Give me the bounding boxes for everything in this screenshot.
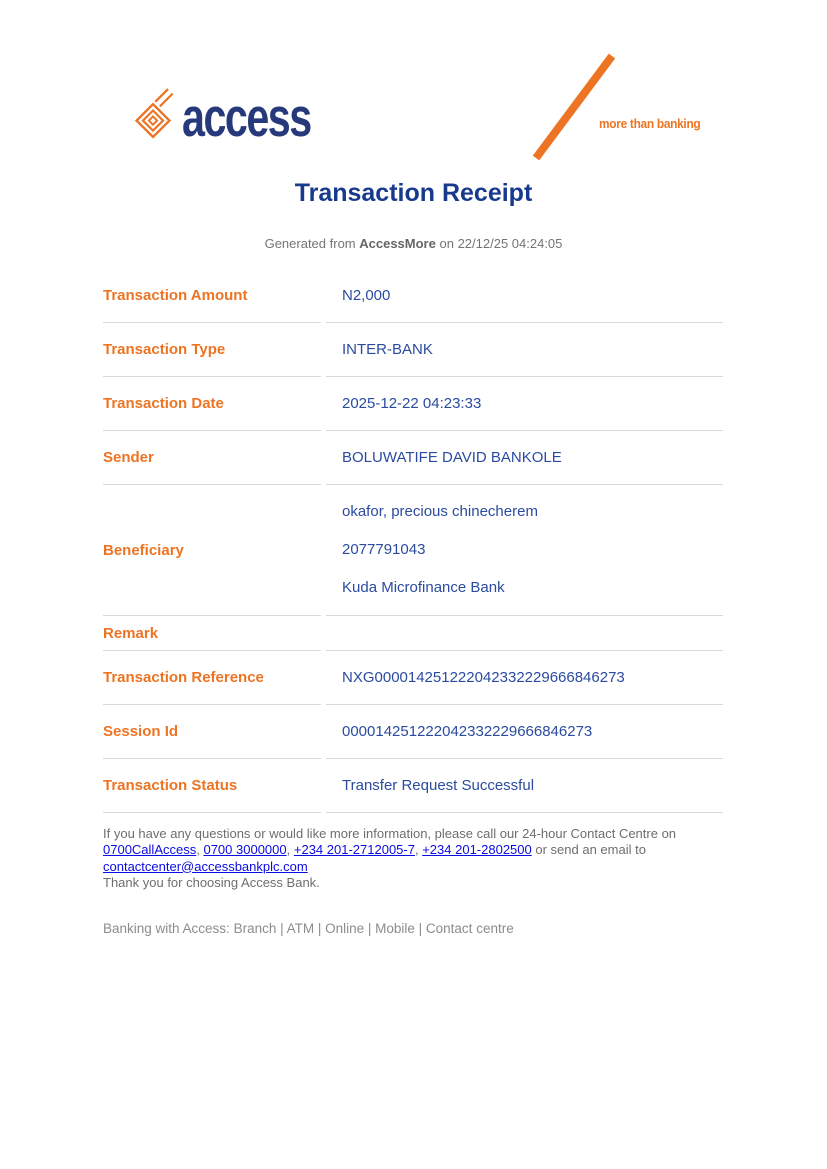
banking-line: Banking with Access: Branch | ATM | Online | Mobile | Contact centre [103,921,514,936]
table-row-status [103,759,723,813]
comma: , [196,842,200,858]
table-row-type [103,323,723,377]
row-value: N2,000 [326,269,723,323]
footer-email-prefix: or send an email to [535,842,646,858]
row-value: INTER-BANK [326,323,723,377]
link-email[interactable]: contactcenter@accessbankplc.com [103,858,308,874]
generated-line [0,236,827,251]
row-label: Session Id [103,705,321,759]
row-value: Transfer Request Successful [326,759,723,813]
link-phone-0700-3000000[interactable]: 0700 3000000 [203,842,287,858]
table-row-session [103,705,723,759]
row-label: Remark [103,616,321,651]
link-phone-2712005[interactable]: +234 201-2712005-7 [293,842,415,858]
slash-icon [528,52,618,164]
row-label: Transaction Amount [103,269,321,323]
comma: , [286,842,291,858]
row-value [326,485,723,616]
receipt-table [103,269,723,813]
row-label: Sender [103,431,321,485]
access-diamond-icon [132,87,174,145]
row-value: 000014251222042332229666846273 [326,705,723,759]
row-value: BOLUWATIFE DAVID BANKOLE [326,431,723,485]
table-row-remark [103,616,723,651]
beneficiary-name: okafor, precious chinecherem [342,503,538,520]
generated-middle: on [439,236,454,251]
table-row-sender [103,431,723,485]
table-row-reference [103,651,723,705]
row-value: NXG000014251222042332229666846273 [326,651,723,705]
table-row-date [103,377,723,431]
row-label: Transaction Type [103,323,321,377]
table-row-beneficiary [103,485,723,616]
access-wordmark: access [182,86,311,148]
access-logo [132,86,354,148]
link-0700callaccess[interactable]: 0700CallAccess [103,842,197,858]
beneficiary-account: 2077791043 [342,541,426,558]
generated-datetime: 22/12/25 04:24:05 [457,236,563,251]
row-label: Transaction Reference [103,651,321,705]
row-label: Transaction Status [103,759,321,813]
row-value [326,616,723,651]
footer-line1: If you have any questions or would like more information, please call our 24-hour Contact Centre on [103,826,677,841]
table-row-amount [103,269,723,323]
thanks-line: Thank you for choosing Access Bank. [103,874,320,890]
generated-app-name: AccessMore [359,236,436,251]
row-label: Beneficiary [103,485,321,616]
link-phone-2802500[interactable]: +234 201-2802500 [422,842,532,858]
tagline: more than banking [599,117,701,131]
comma: , [414,842,419,858]
page-title: Transaction Receipt [294,179,533,207]
beneficiary-bank: Kuda Microfinance Bank [342,579,505,596]
generated-prefix: Generated from [264,236,356,251]
row-label: Transaction Date [103,377,321,431]
footer-note [103,826,763,891]
row-value: 2025-12-22 04:23:33 [326,377,723,431]
